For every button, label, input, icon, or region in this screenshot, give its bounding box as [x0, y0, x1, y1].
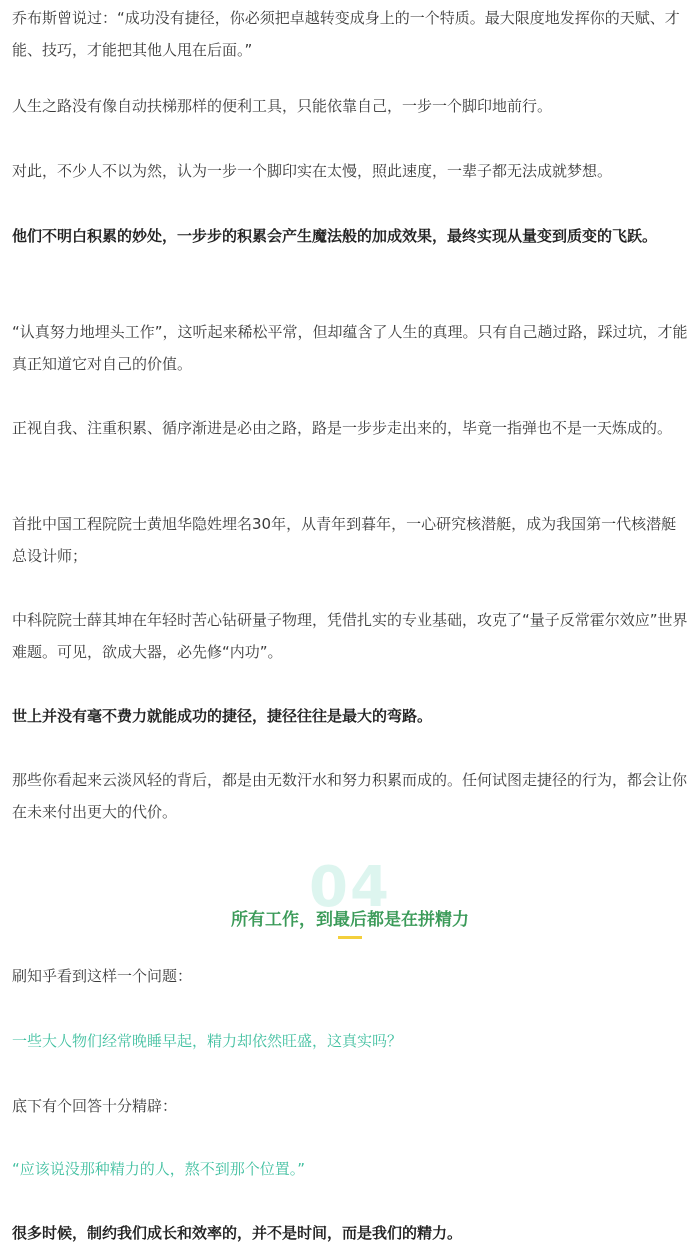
paragraph-huang-xuhua: 首批中国工程院院士黄旭华隐姓埋名30年，从青年到暮年，一心研究核潜艇，成为我国第一代核潜艇总设计师； — [12, 515, 677, 565]
paragraph-zhihu-question: 一些大人物们经常晚睡早起，精力却依然旺盛，这真实吗？ — [12, 1032, 403, 1050]
paragraph-answer-intro: 底下有个回答十分精辟： — [12, 1097, 178, 1115]
section-title: 所有工作，到最后都是在拼精力 — [231, 910, 469, 930]
section-number: 04 — [309, 855, 391, 920]
paragraph-xue-qikun: 中科院院士薛其坤在年轻时苦心钻研量子物理，凭借扎实的专业基础，攻克了“量子反常霍尔效应”世界难题。可见，欲成大器，必先修“内功”。 — [12, 611, 688, 661]
paragraph-zhihu-question-intro: 刷知乎看到这样一个问题： — [12, 967, 193, 985]
paragraph-face-yourself: 正视自我、注重积累、循序渐进是必由之路，路是一步步走出来的，毕竟一指弹也不是一天炼成的。 — [12, 419, 673, 437]
paragraph-energy-bold: 很多时候，制约我们成长和效率的，并不是时间，而是我们的精力。 — [12, 1224, 463, 1242]
paragraph-no-escalator: 人生之路没有像自动扶梯那样的便利工具，只能依靠自己，一步一个脚印地前行。 — [12, 97, 553, 115]
paragraph-work-hard: “认真努力地埋头工作”，这听起来稀松平常，但却蕴含了人生的真理。只有自己趟过路，踩过坑，才能真正知道它对自己的价值。 — [12, 323, 688, 373]
paragraph-accumulation-bold: 他们不明白积累的妙处，一步步的积累会产生魔法般的加成效果，最终实现从量变到质变的飞跃。 — [12, 227, 658, 245]
section-title-underline — [338, 936, 362, 939]
paragraph-too-slow: 对此，不少人不以为然，认为一步一个脚印实在太慢，照此速度，一辈子都无法成就梦想。 — [12, 162, 613, 180]
paragraph-no-shortcut-bold: 世上并没有毫不费力就能成功的捷径，捷径往往是最大的弯路。 — [12, 707, 433, 725]
paragraph-answer-quote: “应该说没那种精力的人，熬不到那个位置。” — [12, 1160, 306, 1178]
paragraph-jobs-quote: 乔布斯曾说过：“成功没有捷径，你必须把卓越转变成身上的一个特质。最大限度地发挥你的天赋、才能、技巧，才能把其他人甩在后面。” — [12, 9, 680, 59]
paragraph-hidden-effort: 那些你看起来云淡风轻的背后，都是由无数汗水和努力积累而成的。任何试图走捷径的行为，都会让你在未来付出更大的代价。 — [12, 771, 688, 821]
